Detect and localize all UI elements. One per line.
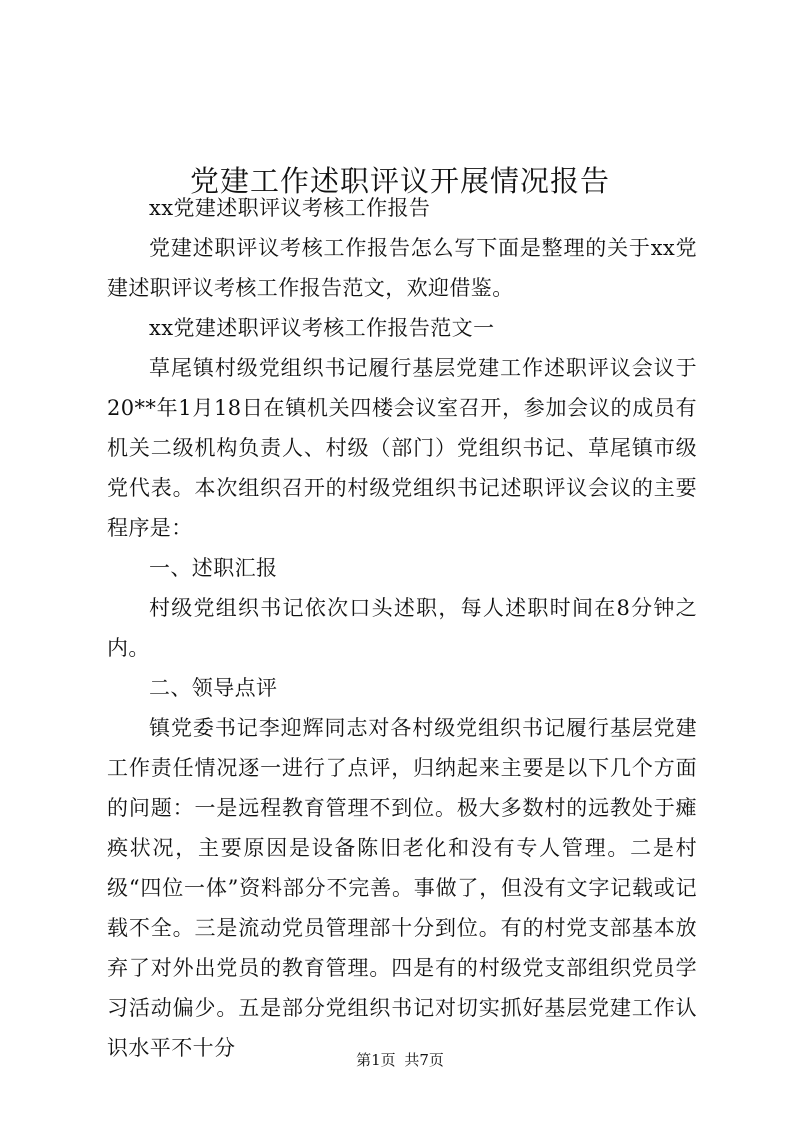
section-heading: 二、领导点评 [149, 676, 278, 700]
paragraph: 镇党委书记李迎辉同志对各村级党组织书记履行基层党建工作责任情况逐一进行了点评，归纳起来主要是以下几个方面的问题：一是远程教育管理不到位。极大多数村的远教处于瘫痪状况，主要原因是设备陈旧老化和没有专人管理。二是村级“四位一体”资料部分不完善。事做了，但没有文字记载或记载不全。三是流动党员管理部十分到位。有的村党支部基本放弃了对外出党员的教育管理。四是有的村级党支部组织党员学习活动偏少。五是部分党组织书记对切实抓好基层党建工作认识水平不十分 [107, 716, 697, 1060]
paragraph: xx党建述职评议考核工作报告 [149, 196, 431, 220]
paragraph: 村级党组织书记依次口头述职，每人述职时间在8分钟之内。 [107, 596, 697, 660]
paragraph: xx党建述职评议考核工作报告范文一 [149, 316, 495, 340]
page-title: 党建工作述职评议开展情况报告 [189, 164, 610, 199]
paragraph: 党建述职评议考核工作报告怎么写下面是整理的关于xx党建述职评议考核工作报告范文，欢迎借鉴。 [107, 236, 697, 300]
paragraph: 草尾镇村级党组织书记履行基层党建工作述职评议会议于20**年1月18日在镇机关四楼会议室召开，参加会议的成员有机关二级机构负责人、村级（部门）党组织书记、草尾镇市级党代表。本次组织召开的村级党组织书记述职评议会议的主要程序是： [107, 356, 697, 540]
page-number: 第1页 [356, 1051, 396, 1069]
page-footer [0, 1049, 800, 1070]
page-total: 共7页 [404, 1051, 444, 1069]
section-heading: 一、述职汇报 [149, 556, 278, 580]
document-body [107, 188, 697, 1068]
